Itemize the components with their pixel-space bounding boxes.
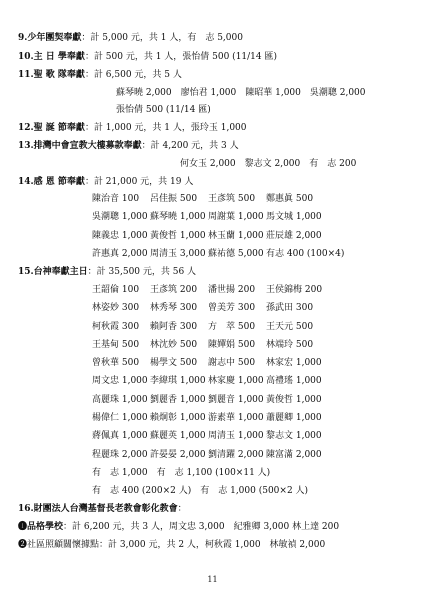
- item-12: [18, 122, 247, 134]
- donor-cell: 陳治音 100: [92, 194, 140, 204]
- donor-cell: 游素華 1,000: [208, 413, 264, 424]
- donor-cell: 周清玉 3,000: [150, 248, 206, 259]
- donor-cell: 賴炯彰 1,000: [150, 413, 206, 424]
- item-16: [18, 503, 187, 515]
- donor-row: [92, 375, 324, 393]
- donor-row: [92, 357, 324, 375]
- donor-row: [92, 412, 324, 430]
- donor-cell: 潘世揚 200: [208, 285, 256, 295]
- donor-cell: 蘇祐德 5,000: [208, 248, 264, 259]
- donor-row: [92, 321, 324, 339]
- donor-cell: 王基甸 500: [92, 339, 140, 350]
- donor-row: [92, 449, 324, 467]
- item-9: [18, 32, 243, 44]
- item-14-detail: ：計 21,000 元，共 19 人: [84, 177, 194, 187]
- donor-cell: 林秀琴 300: [150, 303, 198, 314]
- donor-cell: 李緯琪 1,000: [150, 376, 206, 387]
- donor-row: [92, 230, 324, 248]
- donor-cell: 王彥筑 500: [208, 194, 256, 204]
- donor-cell: 柯秋霞 300: [92, 321, 140, 332]
- donor-row: [92, 430, 324, 448]
- item-16-heading: 16.財團法人台灣基督長老教會彰化教會: [18, 504, 178, 514]
- donor-cell: 高禮瑤 1,000: [266, 376, 322, 387]
- item-11-donors-2: 張怡倩 500 (11/14 匯): [116, 105, 211, 115]
- item-15-heading: 15.台神奉獻主日: [18, 267, 88, 277]
- donor-cell: 林端玲 500: [266, 339, 314, 350]
- item-16-sub-1-heading: ❶品格學校: [18, 522, 64, 532]
- item-11-detail: ：計 6,500 元，共 5 人: [84, 70, 182, 80]
- donor-cell: 周清玉 1,000: [208, 431, 264, 442]
- donor-cell: 王彥筑 200: [150, 285, 198, 295]
- donor-cell: 許晏晏 2,000: [150, 449, 206, 460]
- item-12-detail: ：計 1,000 元，共 1 人，張玲玉 1,000: [84, 123, 247, 133]
- item-15-detail: ：計 35,500 元，共 56 人: [87, 267, 197, 277]
- donor-cell: 楊偉仁 1,000: [92, 413, 148, 424]
- donor-cell: 許惠真 2,000: [92, 248, 148, 259]
- item-16-sub-1: [18, 521, 339, 533]
- donor-cell: 莊辰雄 2,000: [266, 230, 322, 241]
- donor-cell: 方 萃 500: [208, 321, 256, 332]
- donor-cell: 黎志文 1,000: [266, 431, 322, 442]
- donor-cell: 陳義忠 1,000: [92, 230, 148, 241]
- item-13-detail: ：計 4,200 元，共 3 人: [141, 141, 239, 151]
- donor-cell: 王天元 500: [266, 321, 314, 332]
- donor-cell: 陳嬋娟 500: [208, 339, 256, 350]
- item-12-heading: 12.聖 誕 節奉獻: [18, 123, 85, 133]
- donor-cell: 鄭惠眞 500: [266, 194, 314, 204]
- page-number: 11: [207, 575, 218, 584]
- donor-cell: 吳潮聰 1,000: [92, 212, 148, 223]
- donor-cell: 蕭麗卿 1,000: [266, 413, 322, 424]
- donor-row: [92, 284, 324, 302]
- item-16-sub-2: ❷社區照顧關懷據點：計 3,000 元，共 2 人，柯秋霞 1,000 林敏禎 2,000: [18, 540, 326, 550]
- donor-cell: 劉麗音 1,000: [208, 394, 264, 405]
- donor-cell: 謝志中 500: [208, 358, 256, 369]
- donor-cell: 黃俊哲 1,000: [266, 394, 322, 405]
- donor-cell: 林姿妙 300: [92, 303, 140, 314]
- donor-row: [92, 339, 324, 357]
- item-11: [18, 69, 182, 81]
- donor-cell: 黃俊哲 1,000: [150, 230, 206, 241]
- item-15-donor-grid: [92, 284, 324, 467]
- item-10-detail: ：計 500 元，共 1 人，張怡倩 500 (11/14 匯): [84, 52, 278, 62]
- donor-cell: 馬文城 1,000: [266, 212, 322, 223]
- donor-cell: 蘇麗英 1,000: [150, 431, 206, 442]
- item-11-donors-1: 蘇琴曉 2,000 廖怡君 1,000 陳昭華 1,000 吳潮聰 2,000: [116, 88, 366, 98]
- item-13-donors: 何女玉 2,000 黎志文 2,000 有 志 200: [180, 159, 357, 169]
- donor-cell: 程麗珠 2,000: [92, 449, 148, 460]
- donor-cell: 曾美芳 300: [208, 303, 256, 314]
- donor-row: [92, 193, 324, 211]
- item-15-extra-1: 有 志 1,000 有 志 1,100 (100×11 人): [92, 468, 271, 478]
- donor-row: [92, 302, 324, 320]
- item-9-detail: ：計 5,000 元，共 1 人，有 志 5,000: [81, 33, 243, 43]
- item-13: [18, 140, 239, 152]
- donor-cell: 林玉蘭 1,000: [208, 230, 264, 241]
- donor-cell: 林沈妙 500: [150, 339, 198, 350]
- item-14: [18, 176, 193, 188]
- donor-cell: 蔣佩真 1,000: [92, 431, 148, 442]
- donor-cell: 林家宏 1,000: [266, 358, 322, 369]
- item-15-extra-2: 有 志 400 (200×2 人) 有 志 1,000 (500×2 人): [92, 486, 309, 496]
- donor-cell: 陳富滿 2,000: [266, 449, 322, 460]
- item-15: [18, 266, 196, 278]
- item-14-donor-grid: [92, 193, 345, 266]
- item-10-heading: 10.主 日 學奉獻: [18, 52, 85, 62]
- donor-row: [92, 248, 345, 266]
- donor-cell: 林家慶 1,000: [208, 376, 264, 387]
- donor-row: [92, 394, 324, 412]
- donor-cell: 周謝葉 1,000: [208, 212, 264, 223]
- donor-cell: 賴阿香 300: [150, 321, 198, 332]
- item-11-heading: 11.聖 歌 隊奉獻: [18, 70, 85, 80]
- donor-cell: 呂佳振 500: [150, 194, 198, 204]
- item-10: [18, 51, 277, 63]
- item-16-sub-1-detail: ：計 6,200 元，共 3 人，周文忠 3,000 紀雅卿 3,000 林上達 200: [63, 522, 340, 532]
- item-13-heading: 13.排灣中會宣教大樓募款奉獻: [18, 141, 142, 151]
- donor-cell: 孫武田 300: [266, 303, 314, 314]
- item-16-detail: ：: [177, 504, 187, 514]
- donor-cell: 高麗珠 1,000: [92, 394, 148, 405]
- donor-cell: 有志 400 (100×4): [266, 248, 345, 259]
- item-9-heading: 9.少年團契奉獻: [18, 33, 82, 43]
- donor-cell: 蘇琴曉 1,000: [150, 212, 206, 223]
- donor-cell: 王侯錦梅 200: [266, 285, 323, 295]
- donor-cell: 劉清躍 2,000: [208, 449, 264, 460]
- donor-cell: 曾秋華 500: [92, 358, 140, 369]
- donor-cell: 劉麗香 1,000: [150, 394, 206, 405]
- donor-cell: 王韶倫 100: [92, 285, 140, 295]
- donor-cell: 楊學文 500: [150, 358, 198, 369]
- donor-row: [92, 211, 324, 229]
- item-14-heading: 14.感 恩 節奉獻: [18, 177, 85, 187]
- donor-cell: 周文忠 1,000: [92, 376, 148, 387]
